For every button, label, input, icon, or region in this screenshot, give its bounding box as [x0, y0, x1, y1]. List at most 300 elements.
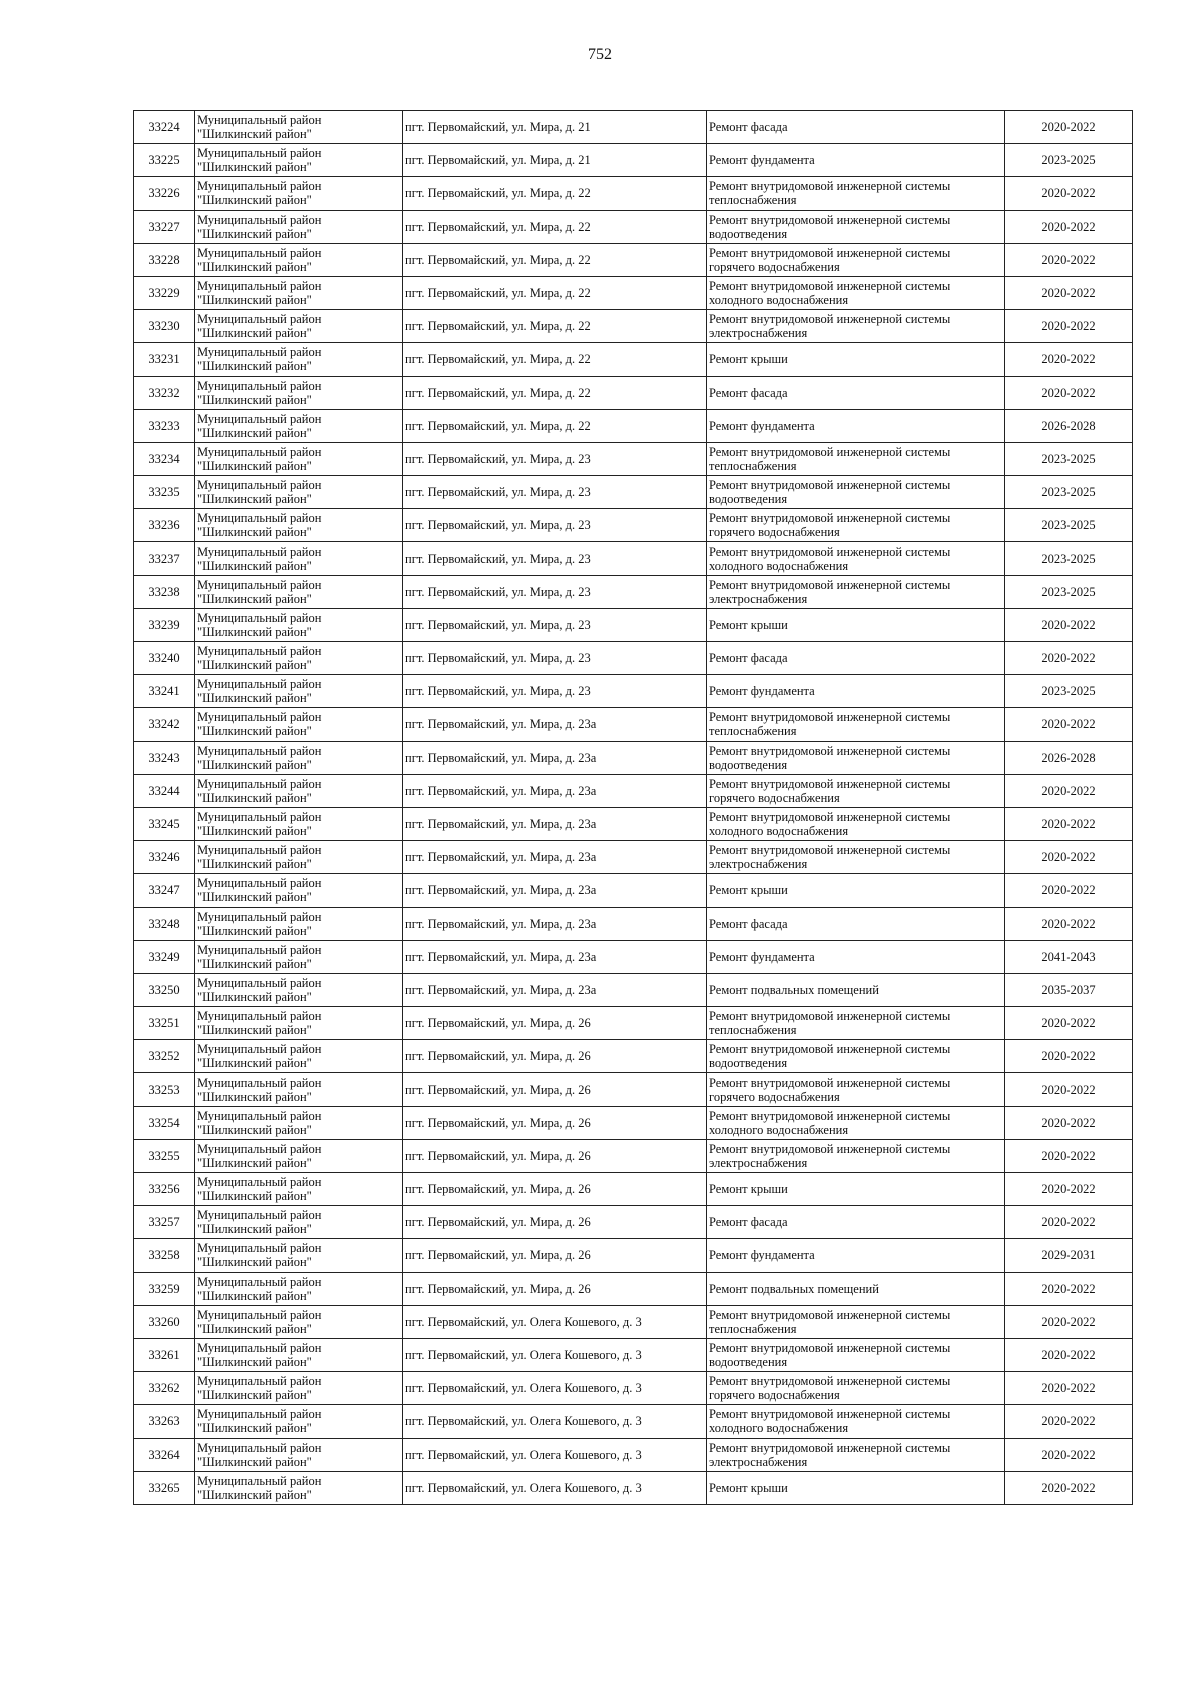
- address-cell: пгт. Первомайский, ул. Мира, д. 23а: [403, 807, 707, 840]
- address-cell: пгт. Первомайский, ул. Мира, д. 26: [403, 1206, 707, 1239]
- work-type-line: Ремонт крыши: [709, 1480, 788, 1495]
- address-cell: пгт. Первомайский, ул. Мира, д. 26: [403, 1040, 707, 1073]
- municipality-cell: [195, 476, 403, 509]
- municipality-line: Муниципальный район: [197, 212, 322, 227]
- period-cell: 2020-2022: [1005, 1272, 1133, 1305]
- table-row: [134, 1239, 1133, 1272]
- work-type-line: горячего водоснабжения: [709, 1388, 840, 1403]
- municipality-line: "Шилкинский район": [197, 259, 312, 274]
- municipality-cell: [195, 542, 403, 575]
- period-cell: 2020-2022: [1005, 177, 1133, 210]
- municipality-line: "Шилкинский район": [197, 923, 312, 938]
- work-type-line: Ремонт подвальных помещений: [709, 1281, 879, 1296]
- period-cell: 2020-2022: [1005, 1173, 1133, 1206]
- table-row: [134, 907, 1133, 940]
- municipality-line: "Шилкинский район": [197, 458, 312, 473]
- work-type-cell: [707, 1073, 1005, 1106]
- row-number: 33232: [134, 376, 195, 409]
- work-type-cell: [707, 177, 1005, 210]
- work-type-line: электроснабжения: [709, 1454, 808, 1469]
- row-number: 33259: [134, 1272, 195, 1305]
- work-type-cell: [707, 708, 1005, 741]
- municipality-cell: [195, 741, 403, 774]
- municipality-line: "Шилкинский район": [197, 1089, 312, 1104]
- row-number: 33261: [134, 1338, 195, 1371]
- row-number: 33228: [134, 243, 195, 276]
- row-number: 33224: [134, 111, 195, 144]
- work-type-line: Ремонт внутридомовой инженерной системы: [709, 1042, 951, 1057]
- work-type-line: Ремонт крыши: [709, 352, 788, 367]
- work-type-line: водоотведения: [709, 226, 788, 241]
- address-cell: пгт. Первомайский, ул. Мира, д. 23а: [403, 741, 707, 774]
- municipality-cell: [195, 1173, 403, 1206]
- work-type-cell: [707, 1305, 1005, 1338]
- work-type-cell: [707, 907, 1005, 940]
- municipality-cell: [195, 1438, 403, 1471]
- municipality-line: Муниципальный район: [197, 810, 322, 825]
- table-row: [134, 310, 1133, 343]
- table-row: [134, 708, 1133, 741]
- work-type-line: водоотведения: [709, 492, 788, 507]
- municipality-line: Муниципальный район: [197, 345, 322, 360]
- municipality-cell: [195, 1372, 403, 1405]
- work-type-cell: [707, 575, 1005, 608]
- table-row: [134, 940, 1133, 973]
- municipality-line: Муниципальный район: [197, 1075, 322, 1090]
- address-cell: пгт. Первомайский, ул. Мира, д. 23а: [403, 874, 707, 907]
- work-type-line: холодного водоснабжения: [709, 558, 849, 573]
- address-cell: пгт. Первомайский, ул. Мира, д. 23: [403, 642, 707, 675]
- address-cell: пгт. Первомайский, ул. Олега Кошевого, д. 3: [403, 1338, 707, 1371]
- row-number: 33227: [134, 210, 195, 243]
- table-row: [134, 144, 1133, 177]
- municipality-line: Муниципальный район: [197, 478, 322, 493]
- period-cell: 2020-2022: [1005, 210, 1133, 243]
- address-cell: пгт. Первомайский, ул. Мира, д. 26: [403, 1272, 707, 1305]
- row-number: 33256: [134, 1173, 195, 1206]
- work-type-line: Ремонт фасада: [709, 1215, 788, 1230]
- period-cell: 2023-2025: [1005, 542, 1133, 575]
- work-type-cell: [707, 1338, 1005, 1371]
- table-row: [134, 243, 1133, 276]
- municipality-line: Муниципальный район: [197, 279, 322, 294]
- work-type-cell: [707, 675, 1005, 708]
- municipality-line: "Шилкинский район": [197, 1056, 312, 1071]
- period-cell: 2020-2022: [1005, 1305, 1133, 1338]
- row-number: 33235: [134, 476, 195, 509]
- work-type-line: Ремонт внутридомовой инженерной системы: [709, 511, 951, 526]
- municipality-cell: [195, 509, 403, 542]
- work-type-line: Ремонт внутридомовой инженерной системы: [709, 1341, 951, 1356]
- work-type-line: Ремонт внутридомовой инженерной системы: [709, 710, 951, 725]
- table-row: [134, 476, 1133, 509]
- row-number: 33240: [134, 642, 195, 675]
- work-type-line: Ремонт внутридомовой инженерной системы: [709, 279, 951, 294]
- work-type-line: Ремонт крыши: [709, 617, 788, 632]
- work-type-line: Ремонт фасада: [709, 651, 788, 666]
- work-type-line: Ремонт внутридомовой инженерной системы: [709, 212, 951, 227]
- work-type-line: Ремонт внутридомовой инженерной системы: [709, 810, 951, 825]
- municipality-line: Муниципальный район: [197, 1241, 322, 1256]
- municipality-line: "Шилкинский район": [197, 525, 312, 540]
- municipality-line: "Шилкинский район": [197, 591, 312, 606]
- row-number: 33242: [134, 708, 195, 741]
- row-number: 33246: [134, 841, 195, 874]
- period-cell: 2020-2022: [1005, 907, 1133, 940]
- table-row: [134, 807, 1133, 840]
- table-row: [134, 1173, 1133, 1206]
- work-type-cell: [707, 343, 1005, 376]
- row-number: 33241: [134, 675, 195, 708]
- municipality-line: "Шилкинский район": [197, 757, 312, 772]
- municipality-line: Муниципальный район: [197, 378, 322, 393]
- municipality-line: "Шилкинский район": [197, 492, 312, 507]
- municipality-line: "Шилкинский район": [197, 724, 312, 739]
- municipality-line: Муниципальный район: [197, 876, 322, 891]
- work-type-line: Ремонт внутридомовой инженерной системы: [709, 577, 951, 592]
- row-number: 33238: [134, 575, 195, 608]
- work-type-line: Ремонт фундамента: [709, 1248, 815, 1263]
- work-type-line: Ремонт внутридомовой инженерной системы: [709, 245, 951, 260]
- municipality-line: Муниципальный район: [197, 843, 322, 858]
- row-number: 33257: [134, 1206, 195, 1239]
- work-type-line: Ремонт внутридомовой инженерной системы: [709, 179, 951, 194]
- address-cell: пгт. Первомайский, ул. Мира, д. 23: [403, 675, 707, 708]
- municipality-cell: [195, 1338, 403, 1371]
- period-cell: 2023-2025: [1005, 509, 1133, 542]
- row-number: 33253: [134, 1073, 195, 1106]
- work-type-line: холодного водоснабжения: [709, 293, 849, 308]
- address-cell: пгт. Первомайский, ул. Мира, д. 23: [403, 476, 707, 509]
- work-type-line: Ремонт фундамента: [709, 684, 815, 699]
- municipality-line: "Шилкинский район": [197, 326, 312, 341]
- work-type-line: теплоснабжения: [709, 724, 797, 739]
- period-cell: 2023-2025: [1005, 476, 1133, 509]
- address-cell: пгт. Первомайский, ул. Мира, д. 23: [403, 542, 707, 575]
- municipality-line: Муниципальный район: [197, 411, 322, 426]
- municipality-cell: [195, 642, 403, 675]
- period-cell: 2026-2028: [1005, 741, 1133, 774]
- address-cell: пгт. Первомайский, ул. Мира, д. 23а: [403, 708, 707, 741]
- municipality-line: Муниципальный район: [197, 444, 322, 459]
- address-cell: пгт. Первомайский, ул. Мира, д. 23а: [403, 907, 707, 940]
- municipality-line: Муниципальный район: [197, 1473, 322, 1488]
- municipality-line: "Шилкинский район": [197, 1388, 312, 1403]
- municipality-cell: [195, 1007, 403, 1040]
- row-number: 33248: [134, 907, 195, 940]
- municipality-line: Муниципальный район: [197, 975, 322, 990]
- work-type-line: Ремонт внутридомовой инженерной системы: [709, 312, 951, 327]
- municipality-line: Муниципальный район: [197, 1009, 322, 1024]
- municipality-cell: [195, 841, 403, 874]
- period-cell: 2035-2037: [1005, 973, 1133, 1006]
- work-type-cell: [707, 741, 1005, 774]
- work-type-line: теплоснабжения: [709, 1321, 797, 1336]
- address-cell: пгт. Первомайский, ул. Мира, д. 22: [403, 210, 707, 243]
- address-cell: пгт. Первомайский, ул. Олега Кошевого, д. 3: [403, 1471, 707, 1504]
- row-number: 33237: [134, 542, 195, 575]
- address-cell: пгт. Первомайский, ул. Мира, д. 21: [403, 111, 707, 144]
- work-type-cell: [707, 243, 1005, 276]
- work-type-line: горячего водоснабжения: [709, 790, 840, 805]
- row-number: 33250: [134, 973, 195, 1006]
- period-cell: 2023-2025: [1005, 675, 1133, 708]
- municipality-cell: [195, 1239, 403, 1272]
- work-type-line: Ремонт внутридомовой инженерной системы: [709, 743, 951, 758]
- period-cell: 2020-2022: [1005, 1139, 1133, 1172]
- municipality-line: Муниципальный район: [197, 1141, 322, 1156]
- work-type-line: электроснабжения: [709, 857, 808, 872]
- work-type-line: Ремонт внутридомовой инженерной системы: [709, 1141, 951, 1156]
- municipality-cell: [195, 708, 403, 741]
- row-number: 33258: [134, 1239, 195, 1272]
- row-number: 33247: [134, 874, 195, 907]
- work-type-cell: [707, 442, 1005, 475]
- row-number: 33236: [134, 509, 195, 542]
- municipality-line: Муниципальный район: [197, 146, 322, 161]
- work-type-cell: [707, 1040, 1005, 1073]
- work-type-cell: [707, 1438, 1005, 1471]
- work-type-line: Ремонт внутридомовой инженерной системы: [709, 843, 951, 858]
- period-cell: 2020-2022: [1005, 708, 1133, 741]
- municipality-cell: [195, 1040, 403, 1073]
- work-type-line: горячего водоснабжения: [709, 1089, 840, 1104]
- work-type-line: Ремонт подвальных помещений: [709, 982, 879, 997]
- municipality-cell: [195, 1206, 403, 1239]
- municipality-line: "Шилкинский район": [197, 127, 312, 142]
- work-type-line: Ремонт внутридомовой инженерной системы: [709, 776, 951, 791]
- period-cell: 2041-2043: [1005, 940, 1133, 973]
- work-type-line: холодного водоснабжения: [709, 824, 849, 839]
- work-type-cell: [707, 1206, 1005, 1239]
- municipality-line: Муниципальный район: [197, 644, 322, 659]
- period-cell: 2020-2022: [1005, 276, 1133, 309]
- municipality-line: "Шилкинский район": [197, 989, 312, 1004]
- work-type-line: Ремонт внутридомовой инженерной системы: [709, 1440, 951, 1455]
- work-type-cell: [707, 1471, 1005, 1504]
- municipality-cell: [195, 675, 403, 708]
- work-type-line: теплоснабжения: [709, 1023, 797, 1038]
- address-cell: пгт. Первомайский, ул. Мира, д. 22: [403, 376, 707, 409]
- address-cell: пгт. Первомайский, ул. Мира, д. 22: [403, 343, 707, 376]
- municipality-cell: [195, 874, 403, 907]
- municipality-cell: [195, 807, 403, 840]
- work-type-cell: [707, 841, 1005, 874]
- work-type-cell: [707, 1007, 1005, 1040]
- municipality-cell: [195, 973, 403, 1006]
- municipality-line: "Шилкинский район": [197, 1023, 312, 1038]
- work-type-line: горячего водоснабжения: [709, 259, 840, 274]
- work-type-line: Ремонт внутридомовой инженерной системы: [709, 1108, 951, 1123]
- municipality-cell: [195, 907, 403, 940]
- work-type-line: Ремонт фундамента: [709, 949, 815, 964]
- address-cell: пгт. Первомайский, ул. Олега Кошевого, д. 3: [403, 1372, 707, 1405]
- table-row: [134, 276, 1133, 309]
- work-type-line: холодного водоснабжения: [709, 1122, 849, 1137]
- row-number: 33249: [134, 940, 195, 973]
- municipality-cell: [195, 1139, 403, 1172]
- work-type-cell: [707, 874, 1005, 907]
- work-type-cell: [707, 642, 1005, 675]
- period-cell: 2020-2022: [1005, 1040, 1133, 1073]
- period-cell: 2026-2028: [1005, 409, 1133, 442]
- work-type-line: Ремонт внутридомовой инженерной системы: [709, 444, 951, 459]
- municipality-line: "Шилкинский район": [197, 1189, 312, 1204]
- work-type-cell: [707, 1272, 1005, 1305]
- work-type-cell: [707, 1139, 1005, 1172]
- period-cell: 2020-2022: [1005, 1372, 1133, 1405]
- table-row: [134, 1438, 1133, 1471]
- work-type-line: горячего водоснабжения: [709, 525, 840, 540]
- work-type-line: электроснабжения: [709, 591, 808, 606]
- municipality-line: Муниципальный район: [197, 1042, 322, 1057]
- work-type-line: Ремонт внутридомовой инженерной системы: [709, 478, 951, 493]
- table-row: [134, 1206, 1133, 1239]
- registry-body: [134, 111, 1133, 1505]
- table-row: [134, 973, 1133, 1006]
- municipality-line: "Шилкинский район": [197, 691, 312, 706]
- period-cell: 2020-2022: [1005, 1073, 1133, 1106]
- work-type-cell: [707, 1106, 1005, 1139]
- address-cell: пгт. Первомайский, ул. Мира, д. 22: [403, 243, 707, 276]
- work-type-cell: [707, 476, 1005, 509]
- municipality-line: Муниципальный район: [197, 1341, 322, 1356]
- municipality-line: Муниципальный район: [197, 776, 322, 791]
- municipality-line: Муниципальный район: [197, 113, 322, 128]
- table-row: [134, 343, 1133, 376]
- municipality-cell: [195, 774, 403, 807]
- work-type-cell: [707, 111, 1005, 144]
- table-row: [134, 1007, 1133, 1040]
- address-cell: пгт. Первомайский, ул. Мира, д. 23: [403, 442, 707, 475]
- address-cell: пгт. Первомайский, ул. Мира, д. 26: [403, 1139, 707, 1172]
- municipality-line: "Шилкинский район": [197, 558, 312, 573]
- table-row: [134, 642, 1133, 675]
- municipality-line: Муниципальный район: [197, 710, 322, 725]
- work-type-cell: [707, 542, 1005, 575]
- work-type-line: теплоснабжения: [709, 458, 797, 473]
- municipality-line: "Шилкинский район": [197, 359, 312, 374]
- row-number: 33225: [134, 144, 195, 177]
- municipality-line: "Шилкинский район": [197, 956, 312, 971]
- municipality-line: "Шилкинский район": [197, 658, 312, 673]
- municipality-cell: [195, 310, 403, 343]
- row-number: 33239: [134, 608, 195, 641]
- municipality-line: Муниципальный район: [197, 511, 322, 526]
- address-cell: пгт. Первомайский, ул. Олега Кошевого, д. 3: [403, 1305, 707, 1338]
- work-type-line: Ремонт внутридомовой инженерной системы: [709, 1307, 951, 1322]
- municipality-line: "Шилкинский район": [197, 1255, 312, 1270]
- period-cell: 2029-2031: [1005, 1239, 1133, 1272]
- row-number: 33233: [134, 409, 195, 442]
- table-row: [134, 1471, 1133, 1504]
- address-cell: пгт. Первомайский, ул. Мира, д. 23: [403, 575, 707, 608]
- municipality-line: "Шилкинский район": [197, 790, 312, 805]
- work-type-cell: [707, 1372, 1005, 1405]
- work-type-cell: [707, 1173, 1005, 1206]
- period-cell: 2020-2022: [1005, 1438, 1133, 1471]
- municipality-cell: [195, 1405, 403, 1438]
- table-row: [134, 1106, 1133, 1139]
- address-cell: пгт. Первомайский, ул. Мира, д. 22: [403, 310, 707, 343]
- work-type-line: водоотведения: [709, 1056, 788, 1071]
- period-cell: 2020-2022: [1005, 841, 1133, 874]
- address-cell: пгт. Первомайский, ул. Мира, д. 23: [403, 509, 707, 542]
- work-type-cell: [707, 276, 1005, 309]
- municipality-line: Муниципальный район: [197, 1274, 322, 1289]
- period-cell: 2020-2022: [1005, 243, 1133, 276]
- municipality-line: "Шилкинский район": [197, 293, 312, 308]
- municipality-line: Муниципальный район: [197, 1208, 322, 1223]
- municipality-line: "Шилкинский район": [197, 1421, 312, 1436]
- table-row: [134, 1040, 1133, 1073]
- table-row: [134, 1272, 1133, 1305]
- row-number: 33231: [134, 343, 195, 376]
- period-cell: 2020-2022: [1005, 608, 1133, 641]
- municipality-line: "Шилкинский район": [197, 425, 312, 440]
- municipality-line: "Шилкинский район": [197, 392, 312, 407]
- municipality-line: Муниципальный район: [197, 942, 322, 957]
- work-type-cell: [707, 210, 1005, 243]
- table-row: [134, 1305, 1133, 1338]
- period-cell: 2020-2022: [1005, 1106, 1133, 1139]
- table-row: [134, 409, 1133, 442]
- period-cell: 2020-2022: [1005, 310, 1133, 343]
- municipality-line: "Шилкинский район": [197, 160, 312, 175]
- address-cell: пгт. Первомайский, ул. Мира, д. 26: [403, 1173, 707, 1206]
- municipality-cell: [195, 442, 403, 475]
- period-cell: 2020-2022: [1005, 642, 1133, 675]
- municipality-line: "Шилкинский район": [197, 1288, 312, 1303]
- period-cell: 2020-2022: [1005, 1206, 1133, 1239]
- municipality-cell: [195, 409, 403, 442]
- row-number: 33226: [134, 177, 195, 210]
- address-cell: пгт. Первомайский, ул. Мира, д. 26: [403, 1106, 707, 1139]
- period-cell: 2020-2022: [1005, 774, 1133, 807]
- municipality-cell: [195, 1073, 403, 1106]
- period-cell: 2020-2022: [1005, 376, 1133, 409]
- table-row: [134, 376, 1133, 409]
- municipality-cell: [195, 1305, 403, 1338]
- address-cell: пгт. Первомайский, ул. Олега Кошевого, д. 3: [403, 1438, 707, 1471]
- municipality-cell: [195, 608, 403, 641]
- table-row: [134, 509, 1133, 542]
- address-cell: пгт. Первомайский, ул. Мира, д. 26: [403, 1239, 707, 1272]
- municipality-cell: [195, 276, 403, 309]
- work-type-cell: [707, 608, 1005, 641]
- row-number: 33255: [134, 1139, 195, 1172]
- table-row: [134, 442, 1133, 475]
- work-type-cell: [707, 376, 1005, 409]
- municipality-line: Муниципальный район: [197, 1374, 322, 1389]
- address-cell: пгт. Первомайский, ул. Мира, д. 26: [403, 1073, 707, 1106]
- municipality-line: "Шилкинский район": [197, 226, 312, 241]
- municipality-cell: [195, 1106, 403, 1139]
- work-type-line: Ремонт внутридомовой инженерной системы: [709, 544, 951, 559]
- work-type-cell: [707, 144, 1005, 177]
- work-type-line: Ремонт фундамента: [709, 153, 815, 168]
- work-type-line: Ремонт внутридомовой инженерной системы: [709, 1374, 951, 1389]
- table-row: [134, 111, 1133, 144]
- municipality-line: Муниципальный район: [197, 1108, 322, 1123]
- municipality-cell: [195, 940, 403, 973]
- municipality-line: Муниципальный район: [197, 544, 322, 559]
- table-row: [134, 841, 1133, 874]
- work-type-cell: [707, 310, 1005, 343]
- row-number: 33265: [134, 1471, 195, 1504]
- table-row: [134, 210, 1133, 243]
- period-cell: 2020-2022: [1005, 343, 1133, 376]
